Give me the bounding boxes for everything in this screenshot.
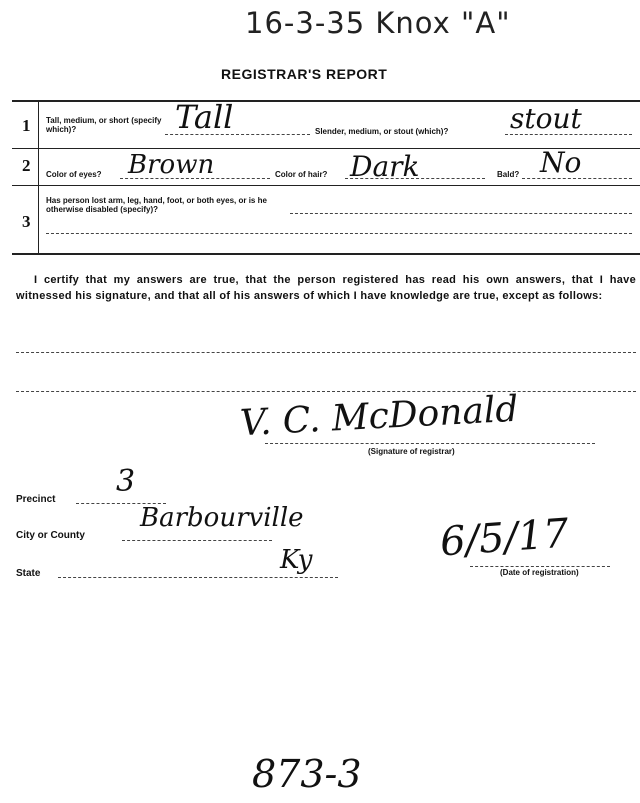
signature-caption: (Signature of registrar) [368,447,455,456]
state-value: Ky [280,545,313,575]
row-number-3: 3 [22,212,31,231]
row-number-1: 1 [22,116,31,135]
row-divider-2 [12,185,640,186]
hair-color-value: Dark [350,150,420,183]
row-number-2: 2 [22,156,31,175]
disability-answer-line-2 [46,233,632,234]
disability-answer-line-1 [290,213,632,214]
number-column-divider [38,100,39,253]
table-bottom-border [12,253,640,255]
height-answer-line [165,134,310,135]
state-label: State [16,568,41,579]
date-line [470,566,610,567]
height-value: Tall [175,98,234,136]
hair-color-answer-line [345,178,485,179]
date-caption: (Date of registration) [500,568,579,577]
city-county-line [122,540,272,541]
hair-color-label: Color of hair? [275,170,328,179]
certification-statement: I certify that my answers are true, that the person registered has read his own answers, that I have witnessed his signature, and that all of his answers of which I have knowledge are true, except as follows: [16,274,636,302]
precinct-value: 3 [116,464,136,499]
eye-color-label: Color of eyes? [46,170,102,179]
bald-value: No [540,146,582,179]
build-value: stout [510,102,582,135]
signature-line [265,443,595,444]
build-label: Slender, medium, or stout (which)? [315,127,449,136]
report-title: REGISTRAR'S REPORT [221,66,388,82]
height-label: Tall, medium, or short (specify which)? [46,116,162,134]
eye-color-value: Brown [128,150,215,180]
bald-answer-line [522,178,632,179]
exceptions-line-2 [16,391,636,392]
city-county-value: Barbourville [140,503,304,533]
state-line [58,577,338,578]
city-county-label: City or County [16,530,85,541]
registrar-signature: V. C. McDonald [239,388,520,445]
bald-label: Bald? [497,170,520,179]
exceptions-line-1 [16,352,636,353]
build-answer-line [505,134,632,135]
eye-color-answer-line [120,178,270,179]
card-header: 16-3-35 Knox "A" [245,6,511,40]
disability-label: Has person lost arm, leg, hand, foot, or both eyes, or is he otherwise disabled (specify)? [46,196,267,214]
card-number: 873-3 [252,752,362,796]
precinct-label: Precinct [16,494,56,505]
registration-date: 6/5/17 [438,510,571,566]
